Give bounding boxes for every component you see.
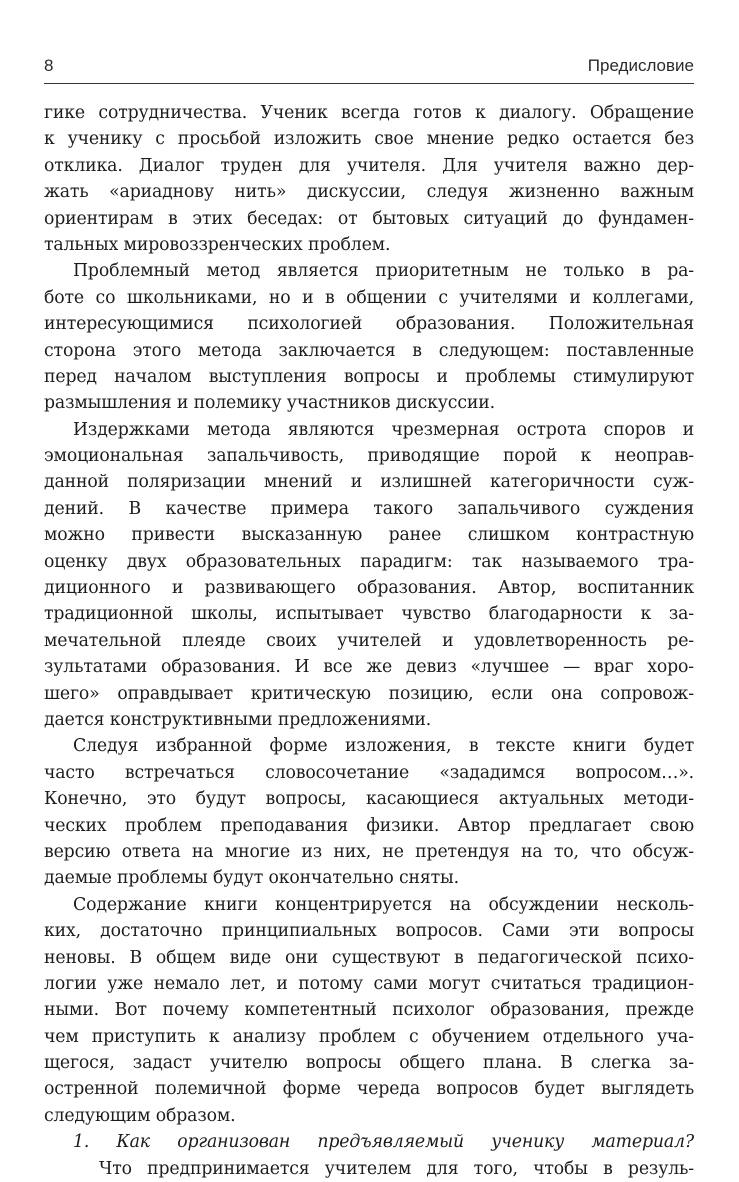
text-line: Содержание книги концентрируется на обсуждении несколь- bbox=[73, 894, 694, 915]
text-line: Конечно, это будут вопросы, касающиеся актуальных методи- bbox=[44, 789, 694, 810]
text-line: остренной полемичной форме череда вопросов будет выглядеть bbox=[44, 1079, 694, 1100]
text-line: чем приступить к анализу проблем с обучением отдельного уча- bbox=[44, 1026, 694, 1047]
paragraph bbox=[44, 417, 694, 734]
text-line: интересующимися психологией образования. Положительная bbox=[44, 314, 694, 335]
text-line: данной поляризации мнений и излишней категоричности суж- bbox=[44, 472, 694, 493]
text-line: дений. В качестве примера такого запальчивого суждения bbox=[44, 498, 694, 519]
text-line: следующим образом. bbox=[44, 1105, 236, 1126]
text-line: Издержками метода являются чрезмерная острота споров и bbox=[73, 419, 694, 440]
text-line: боте со школьниками, но и в общении с учителями и коллегами, bbox=[44, 287, 694, 308]
header-rule bbox=[44, 83, 694, 84]
text-line: логии уже немало лет, и потому сами могут считаться традицион- bbox=[44, 973, 694, 994]
text-line: гике сотрудничества. Ученик всегда готов к диалогу. Обращение bbox=[44, 103, 694, 123]
text-line: ких, достаточно принципиальных вопросов. Сами эти вопросы bbox=[44, 921, 694, 942]
text-line: Что предпринимается учителем для того, чтобы в резуль- bbox=[99, 1158, 694, 1179]
text-line: ческих проблем преподавания физики. Автор предлагает свою bbox=[44, 815, 694, 836]
text-line: к ученику с просьбой изложить свое мнение редко остается без bbox=[44, 129, 694, 150]
list-item-question: 1. Как организован предъявляемый ученику материал? bbox=[73, 1132, 694, 1153]
text-line: размышления и полемику участников дискуссии. bbox=[44, 393, 495, 414]
body-text bbox=[44, 100, 694, 1182]
section-title: Предисловие bbox=[587, 56, 694, 75]
numbered-list-item bbox=[44, 1129, 694, 1182]
text-line: диционного и развивающего образования. Автор, воспитанник bbox=[44, 578, 694, 599]
text-line: отклика. Диалог труден для учителя. Для учителя важно дер- bbox=[44, 155, 694, 176]
text-line: шего» оправдывает критическую позицию, если она сопровож- bbox=[44, 683, 694, 704]
text-line: дается конструктивными предложениями. bbox=[44, 709, 432, 730]
text-line: тальных мировоззренческих проблем. bbox=[44, 234, 391, 255]
running-header bbox=[44, 54, 694, 78]
text-line: даемые проблемы будут окончательно сняты. bbox=[44, 868, 460, 889]
text-line: эмоциональная запальчивость, приводящие порой к неоправ- bbox=[44, 446, 694, 467]
text-line: Следуя избранной форме изложения, в тексте книги будет bbox=[73, 736, 694, 757]
text-line: сторона этого метода заключается в следующем: поставленные bbox=[44, 340, 694, 361]
text-line: щегося, задаст учителю вопросы общего плана. В слегка за- bbox=[44, 1053, 694, 1074]
paragraph bbox=[44, 100, 694, 258]
paragraph bbox=[44, 258, 694, 416]
text-line: мечательной плеяде своих учителей и удовлетворенность ре- bbox=[44, 630, 694, 651]
text-line: зультатами образования. И все же девиз «лучшее — враг хоро- bbox=[44, 657, 694, 678]
paragraph bbox=[44, 733, 694, 891]
text-line: традиционной школы, испытывает чувство благодарности к за- bbox=[44, 604, 694, 625]
text-line: можно привести высказанную ранее слишком контрастную bbox=[44, 525, 694, 546]
text-line: неновы. В общем виде они существуют в педагогической психо- bbox=[44, 947, 694, 968]
paragraph bbox=[44, 892, 694, 1130]
text-line: ными. Вот почему компетентный психолог образования, прежде bbox=[44, 1000, 694, 1021]
text-line: оценку двух образовательных парадигм: так называемого тра- bbox=[44, 551, 694, 572]
text-line: версию ответа на многие из них, не претендуя на то, что обсуж- bbox=[44, 841, 694, 862]
text-line: жать «ариаднову нить» дискуссии, следуя жизненно важным bbox=[44, 182, 694, 203]
page-number: 8 bbox=[44, 56, 54, 75]
text-line: Проблемный метод является приоритетным не только в ра- bbox=[73, 261, 694, 282]
text-line: перед началом выступления вопросы и проблемы стимулируют bbox=[44, 366, 694, 387]
text-line: часто встречаться словосочетание «зададимся вопросом…». bbox=[44, 762, 694, 783]
text-line: ориентирам в этих беседах: от бытовых ситуаций до фундамен- bbox=[44, 208, 694, 229]
